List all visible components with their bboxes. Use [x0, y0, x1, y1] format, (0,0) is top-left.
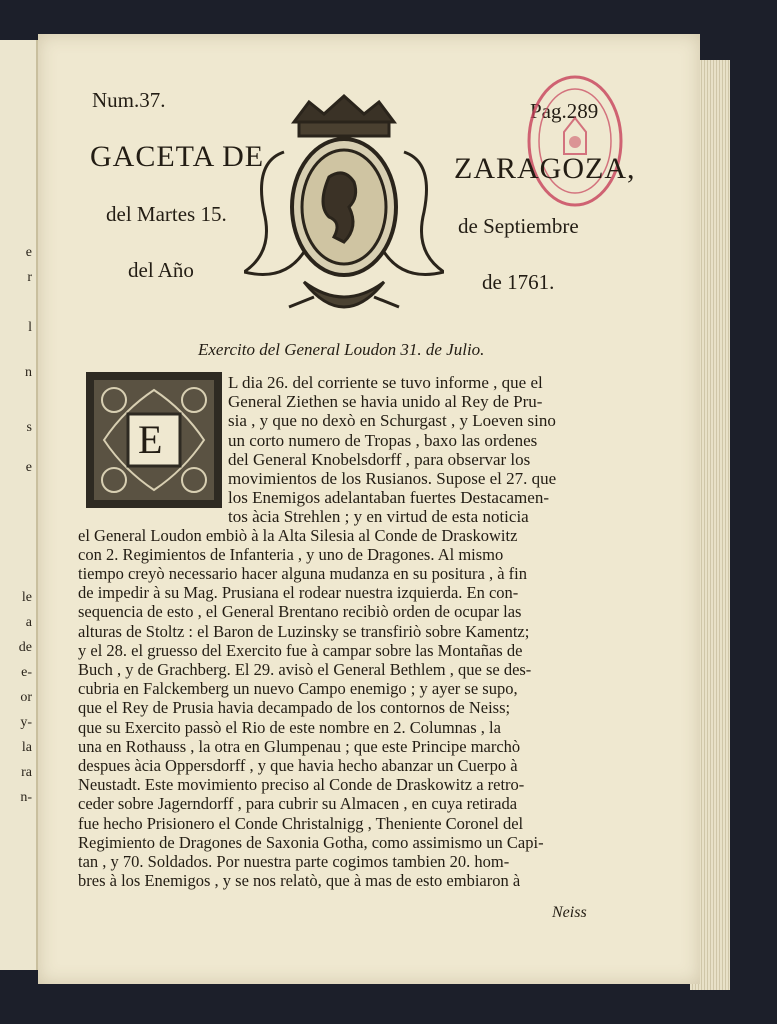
- article-line: los Enemigos adelantaban fuertes Destacamen-: [228, 488, 549, 508]
- article-line: bres à los Enemigos , y se nos relatò, que à mas de esto embiaron à: [78, 871, 521, 891]
- title-left: GACETA DE: [90, 140, 265, 173]
- page-number: Pag.289: [530, 99, 599, 123]
- article-heading: Exercito del General Loudon 31. de Julio.: [198, 340, 485, 359]
- gazette-page: [38, 34, 700, 984]
- left-fragment: or: [20, 690, 32, 705]
- article-line: de impedir à su Mag. Prusiana el rodear nuestra izquierda. En con-: [78, 583, 519, 603]
- left-fragment: r: [27, 270, 32, 285]
- article-body: [38, 34, 700, 984]
- left-fragment: la: [21, 740, 32, 755]
- date-day: del Martes 15.: [106, 202, 227, 226]
- left-fragment: e-: [21, 665, 32, 680]
- article-line: una en Rothauss , la otra en Glumpenau ; que este Principe marchò: [78, 736, 521, 756]
- year-value: de 1761.: [482, 270, 555, 294]
- article-line: que el Rey de Prusia havia decampado de los contornos de Neiss;: [78, 698, 511, 718]
- left-fragment: e: [25, 245, 32, 260]
- initial-letter: E: [138, 417, 163, 462]
- article-line: Neustadt. Este movimiento preciso al Conde de Draskowitz a retro-: [78, 775, 525, 795]
- left-fragment: n-: [20, 790, 32, 805]
- article-line: sia , y que no dexò en Schurgast , y Loeven sino: [228, 411, 556, 431]
- left-fragment: y-: [20, 715, 32, 730]
- article-line: y el 28. el gruesso del Exercito fue à campar sobre las Montañas de: [78, 640, 523, 660]
- article-line: tos àcia Strehlen ; y en virtud de esta noticia: [228, 507, 529, 527]
- left-fragment: a: [25, 615, 32, 630]
- article-line: despues àcia Oppersdorff , y que havia hecho abanzar un Cuerpo à: [78, 756, 518, 775]
- article-line: fue hecho Prisionero el Conde Christalnigg , Theniente Coronel del: [78, 813, 524, 833]
- issue-number: Num.37.: [92, 88, 166, 112]
- article-line: con 2. Regimientos de Infanteria , y uno de Dragones. Al mismo: [78, 544, 504, 564]
- left-fragment: s: [26, 420, 32, 435]
- left-page-edge: [0, 40, 38, 970]
- article-line: un corto numero de Tropas , baxo las ordenes: [228, 430, 538, 450]
- article-line: General Ziethen se havia unido al Rey de Pru-: [228, 392, 543, 412]
- title-right: ZARAGOZA,: [454, 152, 636, 185]
- article-line: cubria en Falckemberg un nuevo Campo enemigo ; y ayer se supo,: [78, 679, 518, 699]
- article-line: el General Loudon embiò à la Alta Silesia al Conde de Draskowitz: [78, 525, 518, 545]
- left-fragment: l: [28, 320, 32, 335]
- article-line: que su Exercito passò el Rio de este nombre en 2. Columnas , la: [78, 717, 501, 737]
- left-fragment: ra: [21, 765, 32, 780]
- left-fragment: le: [21, 590, 32, 605]
- article-line: sequencia de esto , el General Brentano recibiò orden de ocupar las: [78, 602, 522, 622]
- article-line: tan , y 70. Soldados. Por nuestra parte cogimos tambien 20. hom-: [78, 852, 510, 871]
- article-line: movimientos de los Rusianos. Supose el 27. que: [228, 469, 557, 488]
- article-line: Buch , y de Grachberg. El 29. avisò el General Bethlem , que se des-: [78, 660, 532, 679]
- article-line: ceder sobre Jagerndorff , para cubrir su Almacen , en cuya retirada: [78, 794, 518, 814]
- left-fragment: n: [25, 365, 32, 380]
- left-fragment: e: [25, 460, 32, 475]
- article-line: Regimiento de Dragones de Saxonia Gotha, como assimismo un Capi-: [78, 832, 544, 852]
- article-line: tiempo creyò necessario hacer alguna mudanza en su positura , à fin: [78, 564, 527, 583]
- catchword: Neiss: [552, 904, 587, 921]
- date-month: de Septiembre: [458, 214, 579, 238]
- left-fragment: de: [18, 640, 32, 655]
- article-line: del General Knobelsdorff , para observar los: [228, 449, 531, 469]
- article-line: alturas de Stoltz : el Baron de Luzinsky se transfiriò sobre Kamentz;: [78, 621, 530, 641]
- article-line: L dia 26. del corriente se tuvo informe , que el: [228, 373, 543, 392]
- year-label: del Año: [128, 258, 194, 282]
